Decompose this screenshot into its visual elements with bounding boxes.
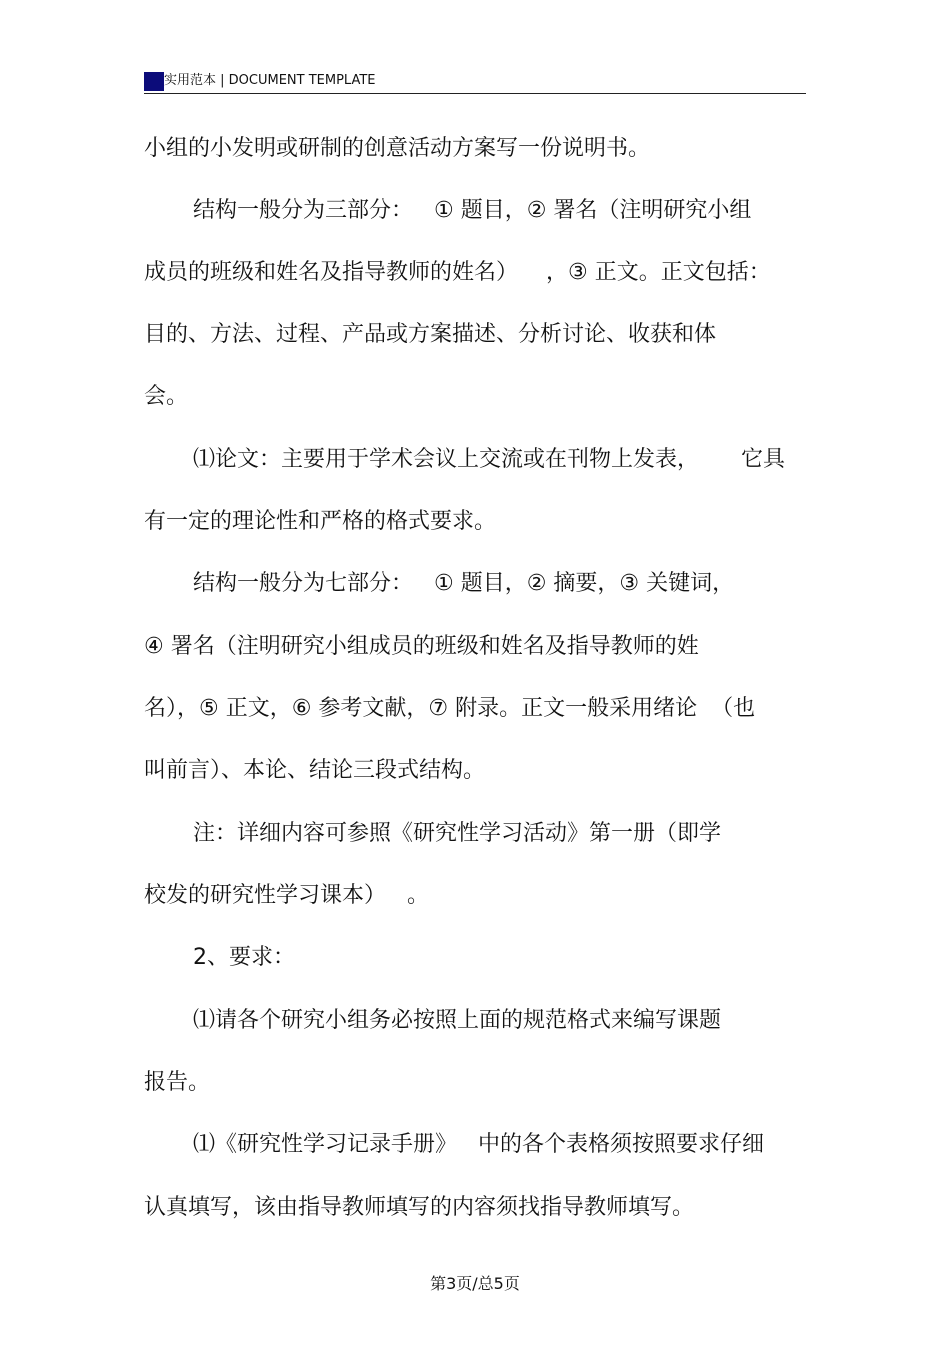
text-line: 会。 xyxy=(144,384,189,409)
page-header xyxy=(144,70,806,94)
text-line: 目的、方法、过程、产品或方案描述、分析讨论、收获和体 xyxy=(144,322,717,347)
text-line: 有一定的理论性和严格的格式要求。 xyxy=(144,509,497,534)
template-logo-icon xyxy=(144,72,164,91)
header-text: 实用范本 | DOCUMENT TEMPLATE xyxy=(164,73,376,88)
text-line: ⑴请各个研究小组务必按照上面的规范格式来编写课题 xyxy=(193,1008,722,1033)
text-line: 结构一般分为七部分： ① 题目，② 摘要，③ 关键词， xyxy=(193,571,735,596)
text-line: ⑴论文：主要用于学术会议上交流或在刊物上发表， 它具 xyxy=(193,447,785,472)
page-number: 第3页/总5页 xyxy=(430,1274,520,1293)
header-rule xyxy=(144,93,806,94)
text-line: 叫前言）、本论、结论三段式结构。 xyxy=(144,758,486,783)
text-line: 报告。 xyxy=(144,1070,211,1095)
text-line: 注：详细内容可参照《研究性学习活动》第一册（即学 xyxy=(193,821,722,846)
text-line: 小组的小发明或研制的创意活动方案写一份说明书。 xyxy=(144,136,651,161)
text-line: ④ 署名（注明研究小组成员的班级和姓名及指导教师的姓 xyxy=(144,634,699,659)
text-line: 名），⑤ 正文，⑥ 参考文献，⑦ 附录。正文一般采用绪论 （也 xyxy=(144,696,756,721)
text-line: 校发的研究性学习课本） 。 xyxy=(144,883,429,908)
text-line: 成员的班级和姓名及指导教师的姓名） ，③ 正文。正文包括： xyxy=(144,260,771,285)
text-line: 结构一般分为三部分： ① 题目，② 署名（注明研究小组 xyxy=(193,198,752,223)
text-line: ⑴《研究性学习记录手册》 中的各个表格须按照要求仔细 xyxy=(193,1132,764,1157)
text-line: 2、要求： xyxy=(193,945,295,970)
text-line: 认真填写，该由指导教师填写的内容须找指导教师填写。 xyxy=(144,1195,695,1220)
